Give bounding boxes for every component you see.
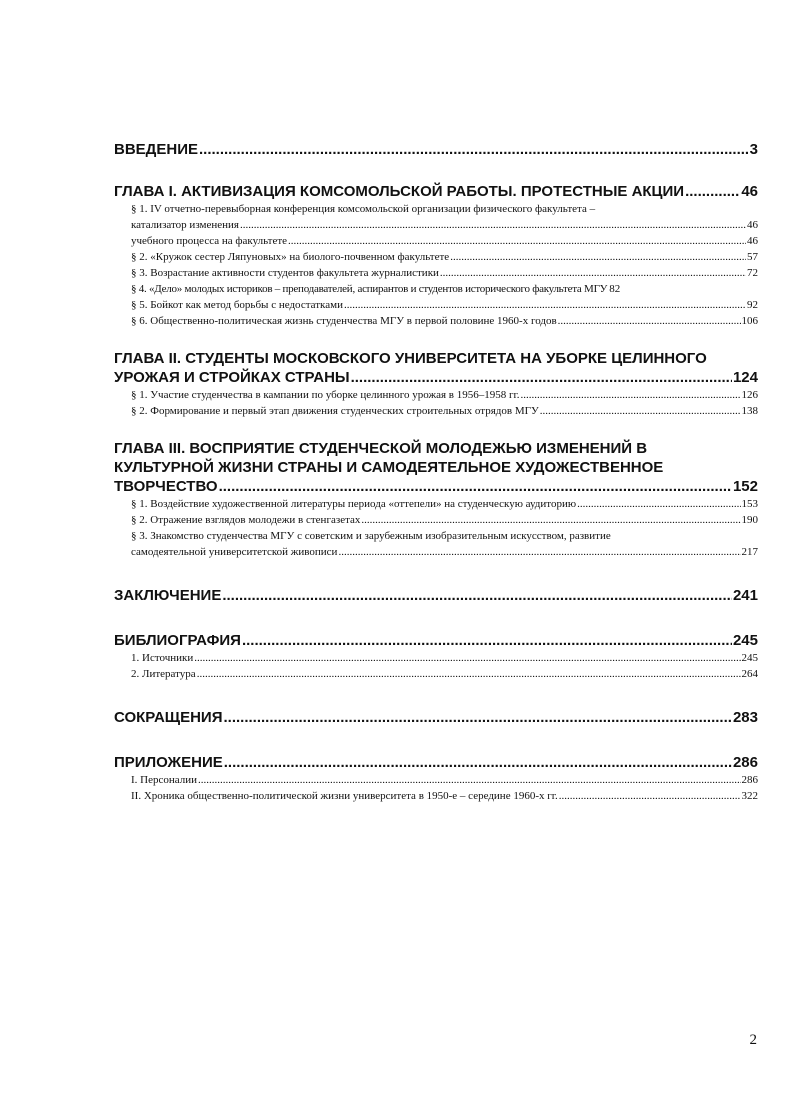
toc-subentry-chronicle	[114, 788, 758, 804]
toc-subentry-title: катализатор изменения	[131, 219, 239, 231]
dot-leader	[440, 265, 746, 281]
toc-subentry-title: § 2. «Кружок сестер Ляпуновых» на биолого-почвенном факультете	[131, 251, 450, 263]
dot-leader	[197, 666, 741, 682]
dot-leader	[199, 140, 749, 159]
toc-entry-page: 286	[732, 754, 758, 771]
toc-subentry-title: § 2. Отражение взглядов молодежи в стенгазетах	[131, 514, 361, 526]
dot-leader	[361, 512, 740, 528]
dot-leader	[222, 586, 732, 605]
dot-leader	[242, 631, 732, 650]
toc-entry-title: ПРИЛОЖЕНИЕ	[114, 754, 223, 771]
dot-leader	[344, 297, 746, 313]
toc-entry-chapter-2	[114, 368, 758, 387]
toc-subentry-title: § 1. Участие студенчества в кампании по уборке целинного урожая в 1956–1958 гг.	[131, 389, 520, 401]
toc-subentry-1-1-line2	[114, 217, 758, 233]
toc-entry-chapter-3	[114, 477, 758, 496]
dot-leader	[288, 233, 746, 249]
toc-subentry-title: § 1. Воздействие художественной литературы периода «оттепели» на студенческую аудиторию	[131, 498, 577, 510]
toc-subentry-sources	[114, 650, 758, 666]
toc-subentry-page: 72	[747, 267, 758, 279]
toc-subentry-title: § 4. «Дело» молодых историков – преподавателей, аспирантов и студентов исторического факультета МГУ	[131, 283, 608, 295]
dot-leader	[685, 182, 740, 201]
toc-subentry-page: 322	[741, 790, 758, 802]
toc-subentry-title: I. Персоналии	[131, 774, 197, 786]
toc-subentry-title: § 6. Общественно-политическая жизнь студенчества МГУ в первой половине 1960-х годов	[131, 315, 557, 327]
toc-subentry-page: 46	[747, 235, 758, 247]
toc-subentry-persons	[114, 772, 758, 788]
dot-leader	[338, 544, 740, 560]
toc-subentry-title: § 3. Возрастание активности студентов факультета журналистики	[131, 267, 439, 279]
toc-subentry-1-1-line3	[114, 233, 758, 249]
dot-leader	[194, 650, 740, 666]
toc-subentry-page: 82	[609, 283, 621, 295]
toc-subentry-title: учебного процесса на факультете	[131, 235, 288, 247]
dot-leader	[219, 477, 732, 496]
toc-subentry-page: 126	[741, 389, 758, 401]
dot-leader	[224, 708, 732, 727]
toc-subentry-page: 217	[741, 546, 758, 558]
toc-subentry-3-2	[114, 512, 758, 528]
dot-leader	[224, 753, 732, 772]
toc-entry-page: 124	[732, 369, 758, 386]
toc-subentry-3-3-line1: § 3. Знакомство студенчества МГУ с советским и зарубежным изобразительным искусством, развитие	[131, 530, 611, 542]
toc-entry-page: 46	[741, 183, 758, 200]
toc-entry-conclusion	[114, 586, 758, 605]
toc-subentry-page: 286	[741, 774, 758, 786]
toc-subentry-literature	[114, 666, 758, 682]
table-of-contents	[114, 140, 758, 804]
toc-subentry-title: 2. Литература	[131, 668, 196, 680]
toc-entry-appendix	[114, 753, 758, 772]
toc-subentry-page: 264	[741, 668, 758, 680]
toc-subentry-1-4	[114, 281, 758, 297]
toc-subentry-3-3-line2	[114, 544, 758, 560]
toc-entry-title: ТВОРЧЕСТВО	[114, 478, 218, 495]
toc-subentry-1-5	[114, 297, 758, 313]
toc-entry-bibliography	[114, 631, 758, 650]
dot-leader	[450, 249, 746, 265]
toc-subentry-page: 57	[747, 251, 758, 263]
toc-subentry-2-2	[114, 403, 758, 419]
toc-subentry-1-6	[114, 313, 758, 329]
toc-entry-page: 3	[749, 141, 758, 158]
toc-subentry-page: 92	[747, 299, 758, 311]
toc-subentry-title: § 5. Бойкот как метод борьбы с недостатками	[131, 299, 343, 311]
toc-entry-title: СОКРАЩЕНИЯ	[114, 709, 223, 726]
toc-subentry-title: 1. Источники	[131, 652, 194, 664]
toc-entry-title: УРОЖАЯ И СТРОЙКАХ СТРАНЫ	[114, 369, 350, 386]
dot-leader	[577, 496, 740, 512]
toc-subentry-1-3	[114, 265, 758, 281]
toc-entry-page: 241	[732, 587, 758, 604]
toc-entry-chapter-3-line1: ГЛАВА III. ВОСПРИЯТИЕ СТУДЕНЧЕСКОЙ МОЛОДЕЖЬЮ ИЗМЕНЕНИЙ В	[114, 440, 648, 457]
toc-subentry-title: самодеятельной университетской живописи	[131, 546, 338, 558]
dot-leader	[558, 313, 741, 329]
toc-entry-page: 245	[732, 632, 758, 649]
dot-leader	[351, 368, 732, 387]
toc-subentry-page: 245	[741, 652, 758, 664]
toc-subentry-title: § 2. Формирование и первый этап движения студенческих строительных отрядов МГУ	[131, 405, 539, 417]
dot-leader	[198, 772, 741, 788]
toc-entry-abbreviations	[114, 708, 758, 727]
dot-leader	[559, 788, 741, 804]
toc-entry-chapter-3-line2: КУЛЬТУРНОЙ ЖИЗНИ СТРАНЫ И САМОДЕЯТЕЛЬНОЕ ХУДОЖЕСТВЕННОЕ	[114, 459, 664, 476]
toc-entry-title: ЗАКЛЮЧЕНИЕ	[114, 587, 222, 604]
dot-leader	[540, 403, 741, 419]
toc-subentry-page: 153	[741, 498, 758, 510]
page-number: 2	[749, 1032, 757, 1048]
dot-leader	[240, 217, 746, 233]
toc-subentry-page: 138	[741, 405, 758, 417]
toc-entry-title: ГЛАВА I. АКТИВИЗАЦИЯ КОМСОМОЛЬСКОЙ РАБОТЫ. ПРОТЕСТНЫЕ АКЦИИ	[114, 183, 685, 200]
toc-entry-chapter-2-line1: ГЛАВА II. СТУДЕНТЫ МОСКОВСКОГО УНИВЕРСИТЕТА НА УБОРКЕ ЦЕЛИННОГО	[114, 350, 707, 367]
toc-entry-title: ВВЕДЕНИЕ	[114, 141, 198, 158]
toc-subentry-title: II. Хроника общественно-политической жизни университета в 1950-е – середине 1960-х гг.	[131, 790, 558, 802]
dot-leader	[521, 387, 741, 403]
toc-subentry-2-1	[114, 387, 758, 403]
toc-entry-page: 283	[732, 709, 758, 726]
toc-entry-intro	[114, 140, 758, 159]
toc-subentry-page: 46	[747, 219, 758, 231]
toc-subentry-page: 190	[741, 514, 758, 526]
toc-subentry-3-1	[114, 496, 758, 512]
toc-entry-chapter-1	[114, 182, 758, 201]
toc-subentry-1-2	[114, 249, 758, 265]
toc-subentry-page: 106	[741, 315, 758, 327]
toc-entry-page: 152	[732, 478, 758, 495]
toc-subentry-1-1-line1: § 1. IV отчетно-перевыборная конференция комсомольской организации физического факультета –	[131, 203, 596, 215]
toc-entry-title: БИБЛИОГРАФИЯ	[114, 632, 241, 649]
